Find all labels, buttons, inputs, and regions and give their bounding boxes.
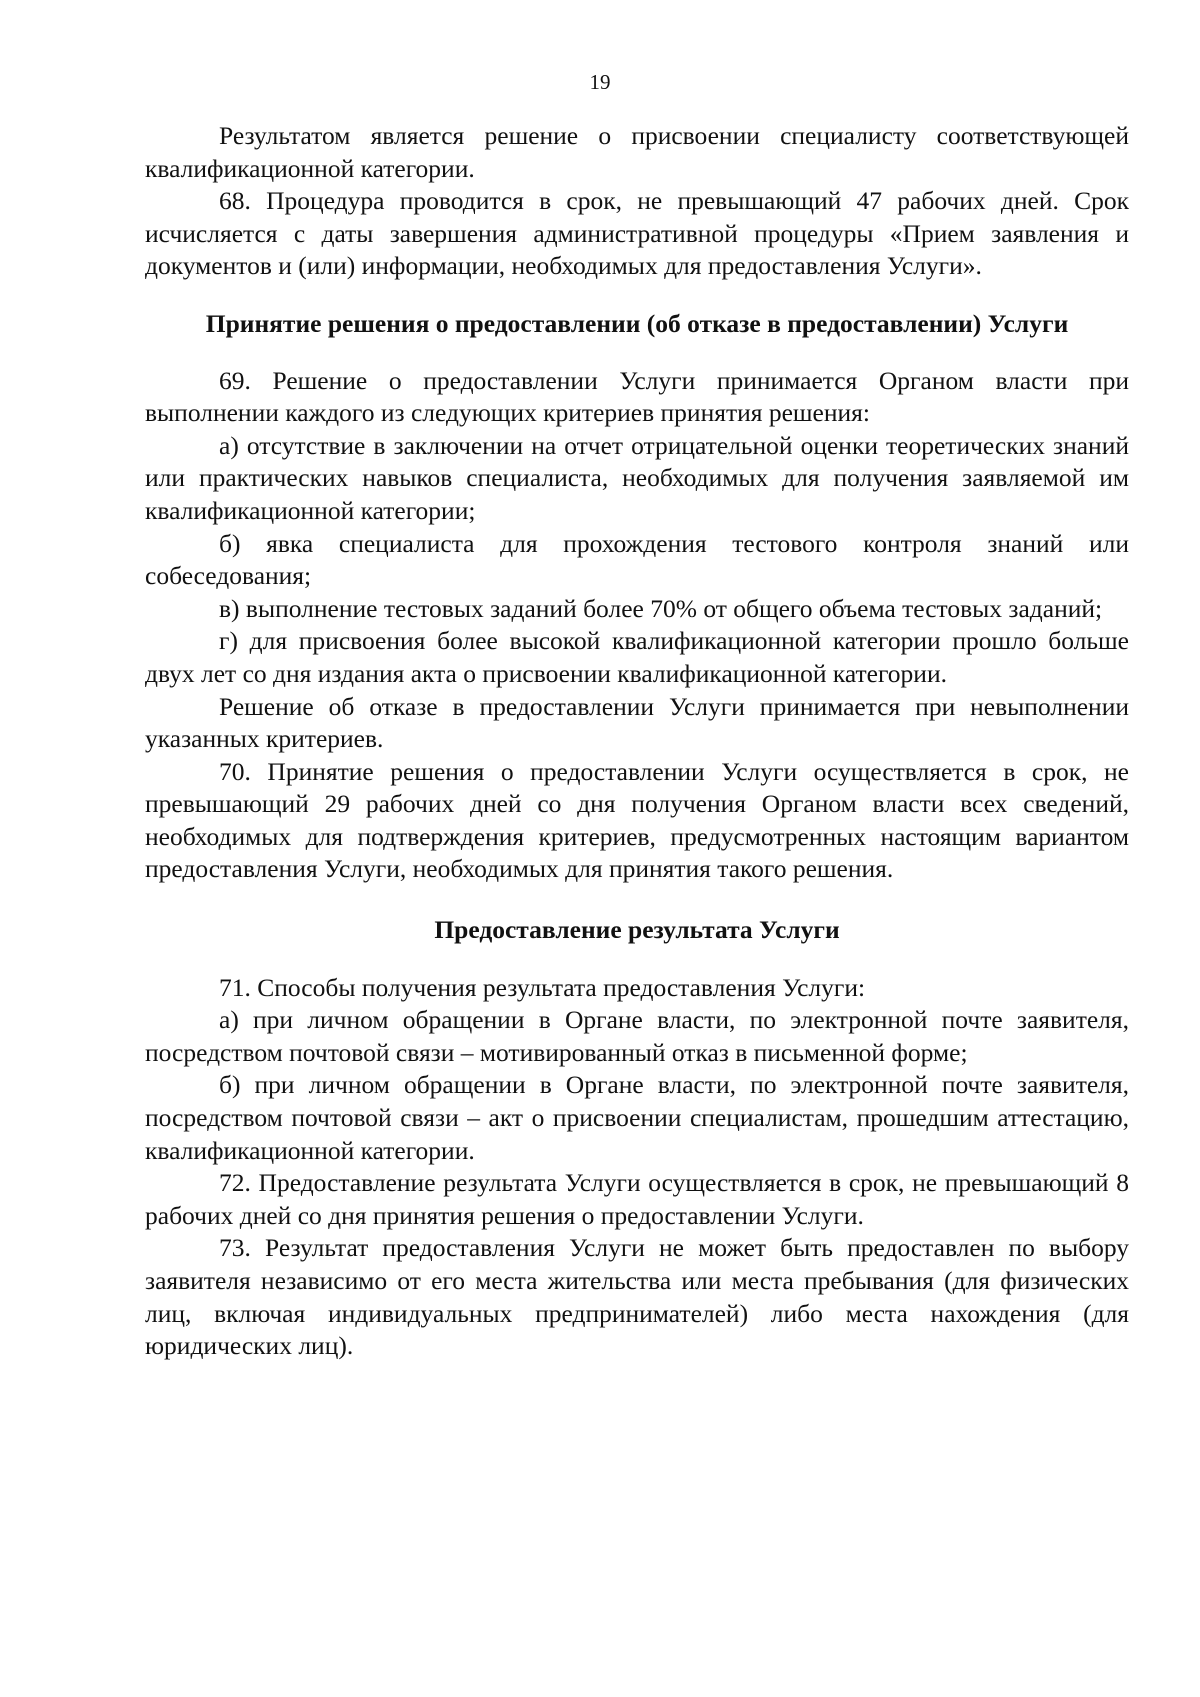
- paragraph-70: 70. Принятие решения о предоставлении Услуги осуществляется в срок, не превышающий 29 рабочих дней со дня получения Органом власти всех сведений, необходимых для подтверждения критериев, предусмотренных настоящим вариантом предоставления Услуги, необходимых для принятия такого решения.: [145, 756, 1129, 884]
- page-number: 19: [589, 70, 611, 94]
- paragraph-result: Результатом является решение о присвоении специалисту соответствующей квалификационной категории.: [145, 121, 1129, 183]
- paragraph-73: 73. Результат предоставления Услуги не может быть предоставлен по выбору заявителя независимо от его места жительства или места пребывания (для физических лиц, включая индивидуальных предпринимателей) либо места нахождения (для юридических лиц).: [145, 1233, 1129, 1361]
- paragraph-68: 68. Процедура проводится в срок, не превышающий 47 рабочих дней. Срок исчисляется с даты завершения административной процедуры «Прием заявления и документов и (или) информации, необходимых для предоставления Услуги».: [145, 186, 1129, 281]
- criterion-g: г) для присвоения более высокой квалификационной категории прошло больше двух лет со дня издания акта о присвоении квалификационной категории.: [145, 626, 1129, 688]
- criterion-a: а) отсутствие в заключении на отчет отрицательной оценки теоретических знаний или практических навыков специалиста, необходимых для получения заявляемой им квалификационной категории;: [145, 430, 1129, 525]
- document-body: [145, 120, 1129, 1363]
- criterion-v: в) выполнение тестовых заданий более 70% от общего объема тестовых заданий;: [219, 593, 1103, 623]
- paragraph-72: 72. Предоставление результата Услуги осуществляется в срок, не превышающий 8 рабочих дней со дня принятия решения о предоставлении Услуги.: [145, 1168, 1129, 1230]
- method-b: б) при личном обращении в Органе власти, по электронной почте заявителя, посредством почтовой связи – акт о присвоении специалистам, прошедшим аттестацию, квалификационной категории.: [145, 1070, 1129, 1165]
- method-a: а) при личном обращении в Органе власти, по электронной почте заявителя, посредством почтовой связи – мотивированный отказ в письменной форме;: [145, 1005, 1129, 1067]
- paragraph-71: 71. Способы получения результата предоставления Услуги:: [219, 972, 866, 1002]
- section-heading-result: Предоставление результата Услуги: [434, 915, 840, 945]
- criterion-b: б) явка специалиста для прохождения тестового контроля знаний или собеседования;: [145, 528, 1129, 591]
- paragraph-refusal: Решение об отказе в предоставлении Услуги принимается при невыполнении указанных критериев.: [145, 691, 1129, 754]
- paragraph-69: 69. Решение о предоставлении Услуги принимается Органом власти при выполнении каждого из следующих критериев принятия решения:: [145, 365, 1129, 428]
- section-heading-decision: Принятие решения о предоставлении (об отказе в предоставлении) Услуги: [205, 308, 1069, 338]
